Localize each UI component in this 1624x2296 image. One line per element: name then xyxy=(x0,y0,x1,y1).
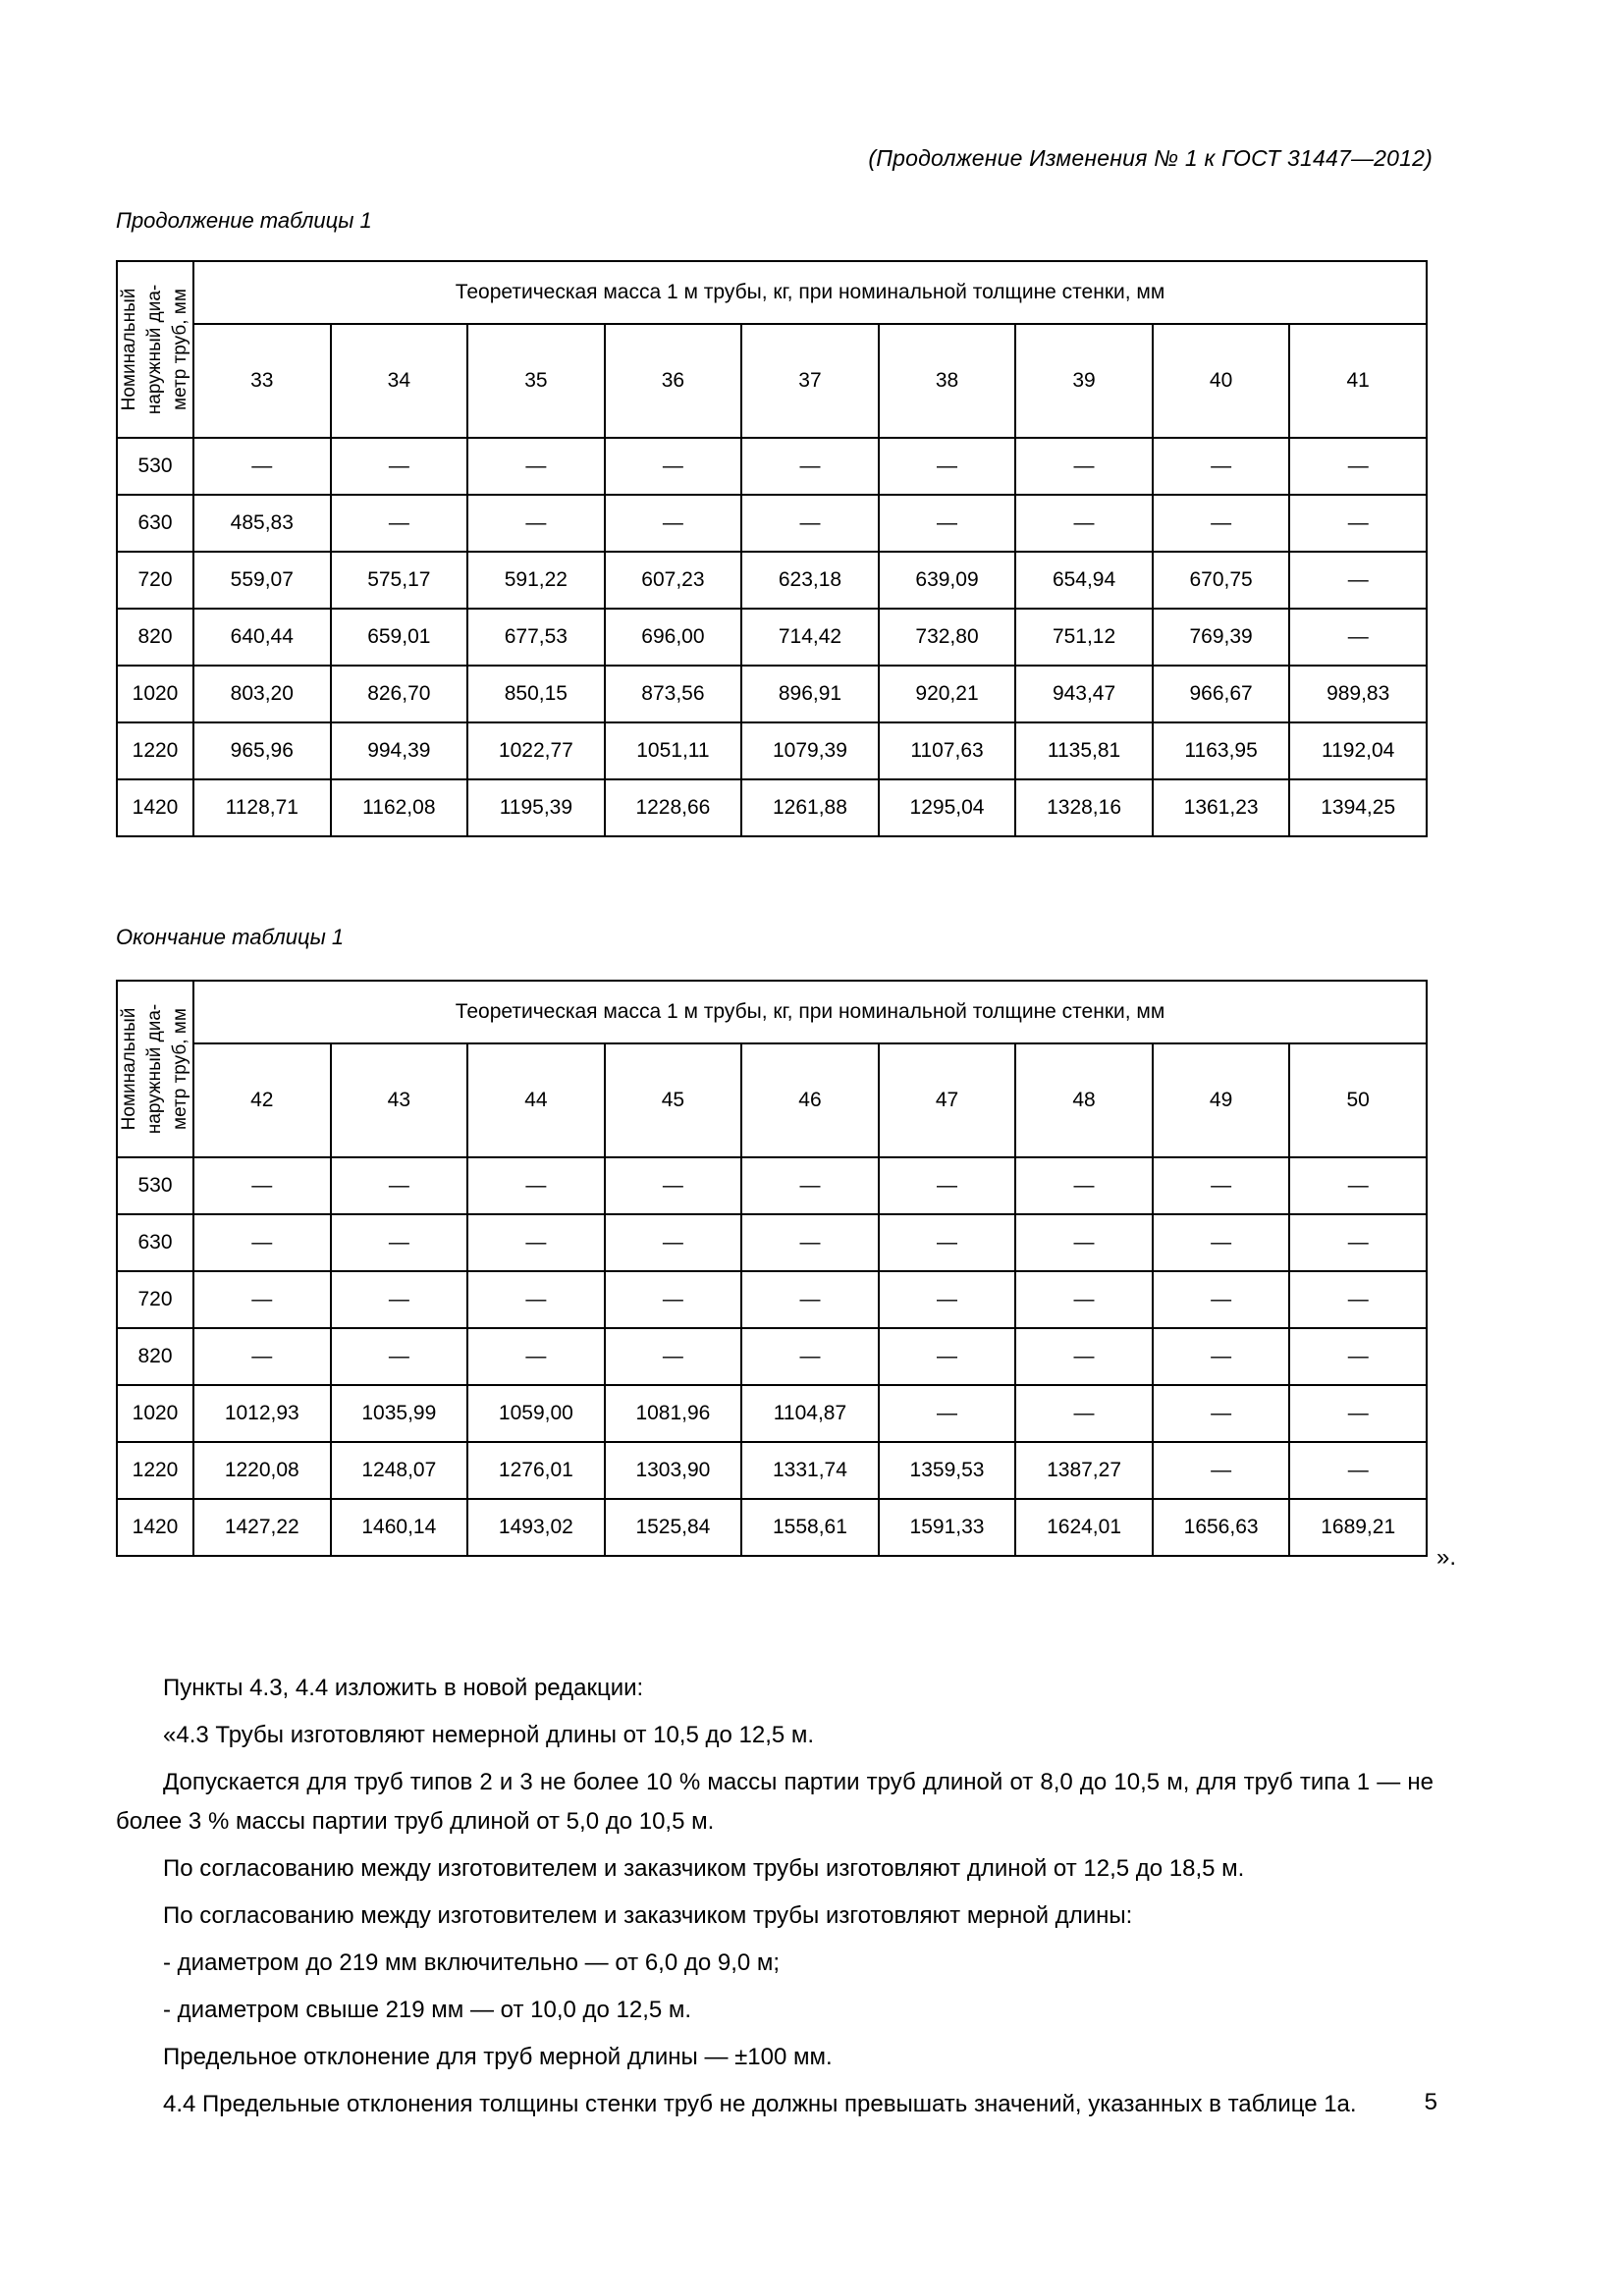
diameter-cell: 630 xyxy=(117,495,193,552)
mass-value-cell: 989,83 xyxy=(1289,666,1427,722)
mass-value-cell: 1248,07 xyxy=(331,1442,468,1499)
mass-value-cell: 659,01 xyxy=(331,609,468,666)
mass-value-cell: — xyxy=(605,438,742,495)
diameter-cell: 1020 xyxy=(117,1385,193,1442)
wall-thickness-header-cell: 39 xyxy=(1015,324,1153,438)
wall-thickness-header-cell: 33 xyxy=(193,324,331,438)
pipe-mass-table-end xyxy=(116,980,1428,1557)
mass-value-cell: — xyxy=(467,1328,605,1385)
mass-value-cell: — xyxy=(1289,1442,1427,1499)
mass-value-cell: — xyxy=(1153,438,1290,495)
diameter-cell: 630 xyxy=(117,1214,193,1271)
mass-value-cell: 751,12 xyxy=(1015,609,1153,666)
mass-value-cell: 1359,53 xyxy=(879,1442,1016,1499)
nominal-diameter-header xyxy=(117,261,193,438)
diameter-cell: 1220 xyxy=(117,1442,193,1499)
wall-thickness-header-cell: 47 xyxy=(879,1043,1016,1157)
mass-value-cell: 1493,02 xyxy=(467,1499,605,1556)
table-row xyxy=(117,1442,1427,1499)
mass-value-cell: — xyxy=(879,495,1016,552)
mass-value-cell: 1558,61 xyxy=(741,1499,879,1556)
mass-value-cell: 654,94 xyxy=(1015,552,1153,609)
mass-value-cell: — xyxy=(1015,1214,1153,1271)
mass-value-cell: 1525,84 xyxy=(605,1499,742,1556)
body-paragraph: По согласованию между изготовителем и заказчиком трубы изготовляют длиной от 12,5 до 18,5 м. xyxy=(163,1855,1245,1882)
mass-value-cell: — xyxy=(741,1271,879,1328)
mass-value-cell: 1387,27 xyxy=(1015,1442,1153,1499)
diameter-cell: 1420 xyxy=(117,1499,193,1556)
mass-value-cell: 1303,90 xyxy=(605,1442,742,1499)
mass-value-cell: — xyxy=(331,1271,468,1328)
page-number: 5 xyxy=(1424,2089,1437,2115)
mass-value-cell: — xyxy=(1289,438,1427,495)
mass-value-cell: 639,09 xyxy=(879,552,1016,609)
mass-value-cell: 873,56 xyxy=(605,666,742,722)
mass-value-cell: — xyxy=(605,1271,742,1328)
mass-value-cell: — xyxy=(605,495,742,552)
mass-value-cell: — xyxy=(467,1271,605,1328)
mass-value-cell: — xyxy=(741,438,879,495)
mass-value-cell: 920,21 xyxy=(879,666,1016,722)
mass-value-cell: — xyxy=(879,1214,1016,1271)
nominal-diameter-header-line: метр труб, мм xyxy=(170,289,190,410)
mass-value-cell: 1135,81 xyxy=(1015,722,1153,779)
mass-value-cell: — xyxy=(741,1157,879,1214)
mass-value-cell: 714,42 xyxy=(741,609,879,666)
mass-value-cell: — xyxy=(1015,438,1153,495)
table-caption-continuation: Продолжение таблицы 1 xyxy=(116,208,372,233)
mass-value-cell: — xyxy=(467,495,605,552)
nominal-diameter-header xyxy=(117,981,193,1157)
diameter-cell: 720 xyxy=(117,552,193,609)
mass-value-cell: 1328,16 xyxy=(1015,779,1153,836)
wall-thickness-header-cell: 36 xyxy=(605,324,742,438)
table-row xyxy=(117,495,1427,552)
mass-value-cell: 575,17 xyxy=(331,552,468,609)
mass-value-cell: 1460,14 xyxy=(331,1499,468,1556)
diameter-cell: 1220 xyxy=(117,722,193,779)
table-row xyxy=(117,666,1427,722)
mass-value-cell: 696,00 xyxy=(605,609,742,666)
mass-value-cell: 803,20 xyxy=(193,666,331,722)
mass-value-cell: — xyxy=(879,1328,1016,1385)
table-row xyxy=(117,438,1427,495)
mass-value-cell: — xyxy=(467,438,605,495)
mass-value-cell: 1107,63 xyxy=(879,722,1016,779)
body-paragraph: «4.3 Трубы изготовляют немерной длины от 10,5 до 12,5 м. xyxy=(163,1722,815,1748)
mass-value-cell: — xyxy=(193,1328,331,1385)
mass-value-cell: 1220,08 xyxy=(193,1442,331,1499)
nominal-diameter-header-line: наружный диа- xyxy=(144,284,165,415)
mass-value-cell: 1192,04 xyxy=(1289,722,1427,779)
pipe-mass-table-continuation xyxy=(116,260,1428,837)
diameter-cell: 820 xyxy=(117,1328,193,1385)
mass-value-cell: — xyxy=(879,438,1016,495)
wall-thickness-header-cell: 45 xyxy=(605,1043,742,1157)
mass-value-cell: — xyxy=(1289,1214,1427,1271)
mass-value-cell: 1261,88 xyxy=(741,779,879,836)
mass-value-cell: — xyxy=(605,1328,742,1385)
mass-value-cell: — xyxy=(1289,552,1427,609)
mass-value-cell: — xyxy=(331,1328,468,1385)
mass-value-cell: 1162,08 xyxy=(331,779,468,836)
wall-thickness-header-cell: 41 xyxy=(1289,324,1427,438)
wall-thickness-header-cell: 50 xyxy=(1289,1043,1427,1157)
theoretical-mass-header: Теоретическая масса 1 м трубы, кг, при номинальной толщине стенки, мм xyxy=(193,981,1427,1043)
mass-value-cell: 994,39 xyxy=(331,722,468,779)
nominal-diameter-header-line: Номинальный xyxy=(119,1007,139,1131)
mass-value-cell: 623,18 xyxy=(741,552,879,609)
mass-value-cell: — xyxy=(879,1157,1016,1214)
table-row xyxy=(117,1499,1427,1556)
body-paragraph: Пункты 4.3, 4.4 изложить в новой редакции: xyxy=(163,1675,644,1701)
table-row xyxy=(117,779,1427,836)
nominal-diameter-header-line: Номинальный xyxy=(119,288,139,411)
mass-value-cell: 1624,01 xyxy=(1015,1499,1153,1556)
body-paragraph: 4.4 Предельные отклонения толщины стенки труб не должны превышать значений, указанных в таблице 1а. xyxy=(163,2091,1357,2117)
mass-value-cell: — xyxy=(879,1271,1016,1328)
mass-value-cell: — xyxy=(467,1157,605,1214)
mass-value-cell: — xyxy=(467,1214,605,1271)
mass-value-cell: — xyxy=(1289,609,1427,666)
mass-value-cell: — xyxy=(1289,495,1427,552)
mass-value-cell: — xyxy=(1015,1271,1153,1328)
body-paragraph: Допускается для труб типов 2 и 3 не более 10 % массы партии труб длиной от 8,0 до 10,5 м, для труб типа 1 — не более 3 % массы партии труб длиной от 5,0 до 10,5 м. xyxy=(116,1769,1434,1835)
mass-value-cell: 826,70 xyxy=(331,666,468,722)
table-row xyxy=(117,1271,1427,1328)
mass-value-cell: 1012,93 xyxy=(193,1385,331,1442)
wall-thickness-header-cell: 38 xyxy=(879,324,1016,438)
mass-value-cell: — xyxy=(193,1271,331,1328)
mass-value-cell: 1228,66 xyxy=(605,779,742,836)
wall-thickness-header-cell: 48 xyxy=(1015,1043,1153,1157)
wall-thickness-header-cell: 49 xyxy=(1153,1043,1290,1157)
table-row xyxy=(117,552,1427,609)
diameter-cell: 1020 xyxy=(117,666,193,722)
mass-value-cell: 850,15 xyxy=(467,666,605,722)
wall-thickness-header-cell: 34 xyxy=(331,324,468,438)
mass-value-cell: 769,39 xyxy=(1153,609,1290,666)
mass-value-cell: 1051,11 xyxy=(605,722,742,779)
table-row xyxy=(117,609,1427,666)
table-header-row-span xyxy=(117,261,1427,324)
mass-value-cell: — xyxy=(741,1328,879,1385)
mass-value-cell: — xyxy=(1289,1157,1427,1214)
diameter-cell: 820 xyxy=(117,609,193,666)
mass-value-cell: — xyxy=(331,1214,468,1271)
mass-value-cell: — xyxy=(1153,495,1290,552)
body-paragraph: Предельное отклонение для труб мерной длины — ±100 мм. xyxy=(163,2044,833,2070)
table-header-row-thickness xyxy=(117,1043,1427,1157)
mass-value-cell: — xyxy=(1153,1157,1290,1214)
mass-value-cell: 677,53 xyxy=(467,609,605,666)
diameter-cell: 1420 xyxy=(117,779,193,836)
mass-value-cell: — xyxy=(1015,1157,1153,1214)
body-paragraph: - диаметром свыше 219 мм — от 10,0 до 12,5 м. xyxy=(163,1997,692,2023)
mass-value-cell: 607,23 xyxy=(605,552,742,609)
mass-value-cell: — xyxy=(1153,1442,1290,1499)
mass-value-cell: — xyxy=(605,1214,742,1271)
mass-value-cell: — xyxy=(1153,1271,1290,1328)
diameter-cell: 530 xyxy=(117,1157,193,1214)
mass-value-cell: 1081,96 xyxy=(605,1385,742,1442)
mass-value-cell: — xyxy=(605,1157,742,1214)
table-header-row-span xyxy=(117,981,1427,1043)
mass-value-cell: 966,67 xyxy=(1153,666,1290,722)
diameter-cell: 530 xyxy=(117,438,193,495)
mass-value-cell: — xyxy=(193,438,331,495)
mass-value-cell: — xyxy=(331,438,468,495)
table-caption-end: Окончание таблицы 1 xyxy=(116,925,345,949)
body-paragraph: По согласованию между изготовителем и заказчиком трубы изготовляют мерной длины: xyxy=(163,1902,1133,1929)
wall-thickness-header-cell: 40 xyxy=(1153,324,1290,438)
mass-value-cell: 1163,95 xyxy=(1153,722,1290,779)
nominal-diameter-header-line: метр труб, мм xyxy=(170,1008,190,1130)
mass-value-cell: 591,22 xyxy=(467,552,605,609)
mass-value-cell: 1035,99 xyxy=(331,1385,468,1442)
nominal-diameter-header-line: наружный диа- xyxy=(144,1003,165,1135)
mass-value-cell: — xyxy=(1289,1271,1427,1328)
mass-value-cell: — xyxy=(1153,1214,1290,1271)
mass-value-cell: 965,96 xyxy=(193,722,331,779)
mass-value-cell: 1361,23 xyxy=(1153,779,1290,836)
mass-value-cell: 1276,01 xyxy=(467,1442,605,1499)
wall-thickness-header-cell: 43 xyxy=(331,1043,468,1157)
wall-thickness-header-cell: 35 xyxy=(467,324,605,438)
mass-value-cell: — xyxy=(1015,1385,1153,1442)
mass-value-cell: — xyxy=(1015,1328,1153,1385)
mass-value-cell: — xyxy=(1289,1328,1427,1385)
body-paragraph: - диаметром до 219 мм включительно — от 6,0 до 9,0 м; xyxy=(163,1949,781,1976)
wall-thickness-header-cell: 37 xyxy=(741,324,879,438)
mass-value-cell: 559,07 xyxy=(193,552,331,609)
mass-value-cell: 896,91 xyxy=(741,666,879,722)
mass-value-cell: 640,44 xyxy=(193,609,331,666)
table-row xyxy=(117,1214,1427,1271)
theoretical-mass-header: Теоретическая масса 1 м трубы, кг, при номинальной толщине стенки, мм xyxy=(193,261,1427,324)
mass-value-cell: — xyxy=(1015,495,1153,552)
mass-value-cell: — xyxy=(741,1214,879,1271)
mass-value-cell: — xyxy=(331,1157,468,1214)
mass-value-cell: 670,75 xyxy=(1153,552,1290,609)
mass-value-cell: 1331,74 xyxy=(741,1442,879,1499)
mass-value-cell: — xyxy=(193,1157,331,1214)
mass-value-cell: 1195,39 xyxy=(467,779,605,836)
mass-value-cell: 732,80 xyxy=(879,609,1016,666)
mass-value-cell: — xyxy=(879,1385,1016,1442)
table-row xyxy=(117,722,1427,779)
table-row xyxy=(117,1385,1427,1442)
mass-value-cell: — xyxy=(331,495,468,552)
wall-thickness-header-cell: 44 xyxy=(467,1043,605,1157)
diameter-cell: 720 xyxy=(117,1271,193,1328)
mass-value-cell: — xyxy=(741,495,879,552)
table-1-body xyxy=(117,261,1427,836)
running-head: (Продолжение Изменения № 1 к ГОСТ 31447—2012) xyxy=(868,145,1433,171)
mass-value-cell: 485,83 xyxy=(193,495,331,552)
mass-value-cell: 1104,87 xyxy=(741,1385,879,1442)
wall-thickness-header-cell: 42 xyxy=(193,1043,331,1157)
mass-value-cell: 1591,33 xyxy=(879,1499,1016,1556)
mass-value-cell: — xyxy=(1289,1385,1427,1442)
body-text-block xyxy=(116,1669,1434,2132)
table-row xyxy=(117,1157,1427,1214)
mass-value-cell: 1128,71 xyxy=(193,779,331,836)
mass-value-cell: 1689,21 xyxy=(1289,1499,1427,1556)
mass-value-cell: 1656,63 xyxy=(1153,1499,1290,1556)
mass-value-cell: 943,47 xyxy=(1015,666,1153,722)
mass-value-cell: 1022,77 xyxy=(467,722,605,779)
mass-value-cell: 1079,39 xyxy=(741,722,879,779)
mass-value-cell: 1059,00 xyxy=(467,1385,605,1442)
closing-quotation-mark: ». xyxy=(1436,1544,1457,1571)
table-2-body xyxy=(117,981,1427,1556)
wall-thickness-header-cell: 46 xyxy=(741,1043,879,1157)
mass-value-cell: 1394,25 xyxy=(1289,779,1427,836)
mass-value-cell: — xyxy=(1153,1328,1290,1385)
table-header-row-thickness xyxy=(117,324,1427,438)
table-row xyxy=(117,1328,1427,1385)
mass-value-cell: — xyxy=(1153,1385,1290,1442)
mass-value-cell: 1427,22 xyxy=(193,1499,331,1556)
mass-value-cell: 1295,04 xyxy=(879,779,1016,836)
mass-value-cell: — xyxy=(193,1214,331,1271)
